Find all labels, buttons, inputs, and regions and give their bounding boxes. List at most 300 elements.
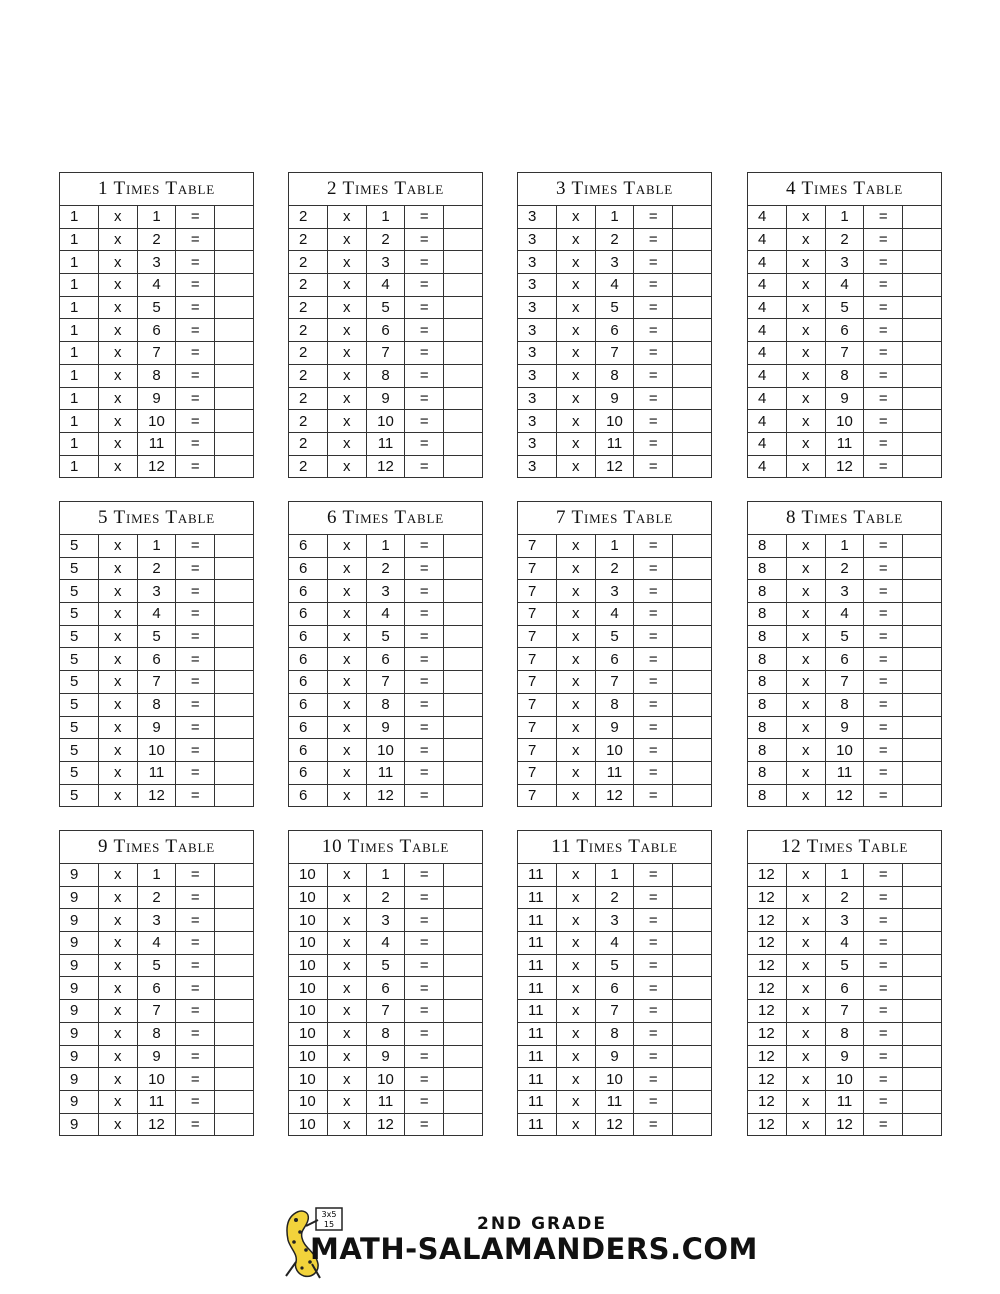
answer-cell[interactable] [673,1068,712,1091]
multiplier-cell: 9 [595,1045,634,1068]
answer-cell[interactable] [903,296,942,319]
table-row [60,716,254,739]
multiply-sign: x [327,1000,366,1023]
answer-cell[interactable] [673,251,712,274]
equals-sign: = [634,1090,673,1113]
answer-cell[interactable] [215,251,254,274]
answer-cell[interactable] [673,1022,712,1045]
answer-cell[interactable] [215,716,254,739]
multiplicand-cell: 10 [289,886,328,909]
answer-cell[interactable] [903,1022,942,1045]
answer-cell[interactable] [215,603,254,626]
multiply-sign: x [327,716,366,739]
answer-cell[interactable] [673,1090,712,1113]
answer-cell[interactable] [444,1000,483,1023]
table-row [289,909,483,932]
table-row [518,1068,712,1091]
answer-cell[interactable] [444,364,483,387]
multiplicand-cell: 10 [289,909,328,932]
equals-sign: = [634,580,673,603]
table-row [289,228,483,251]
answer-cell[interactable] [673,761,712,784]
answer-cell[interactable] [673,1113,712,1136]
answer-cell[interactable] [903,1068,942,1091]
answer-cell[interactable] [673,603,712,626]
table-row [748,977,942,1000]
answer-cell[interactable] [444,1068,483,1091]
answer-cell[interactable] [444,1090,483,1113]
answer-cell[interactable] [673,932,712,955]
equals-sign: = [864,739,903,762]
answer-cell[interactable] [215,1113,254,1136]
answer-cell[interactable] [444,671,483,694]
table-row [60,648,254,671]
answer-cell[interactable] [215,432,254,455]
table-row [748,671,942,694]
equals-sign: = [405,671,444,694]
table-title: 6 Times Table [289,502,483,535]
multiplicand-cell: 2 [289,410,328,433]
multiply-sign: x [98,761,137,784]
answer-cell[interactable] [673,977,712,1000]
equals-sign: = [634,1022,673,1045]
answer-cell[interactable] [903,432,942,455]
answer-cell[interactable] [673,387,712,410]
answer-cell[interactable] [903,909,942,932]
multiplicand-cell: 6 [289,580,328,603]
answer-cell[interactable] [673,716,712,739]
multiplicand-cell: 8 [748,671,787,694]
multiply-sign: x [98,864,137,887]
answer-cell[interactable] [903,251,942,274]
multiplicand-cell: 9 [60,1068,99,1091]
multiplicand-cell: 3 [518,228,557,251]
answer-cell[interactable] [215,535,254,558]
answer-cell[interactable] [444,909,483,932]
equals-sign: = [176,274,215,297]
multiply-sign: x [786,977,825,1000]
answer-cell[interactable] [903,206,942,229]
multiplicand-cell: 6 [289,625,328,648]
answer-cell[interactable] [215,761,254,784]
multiply-sign: x [98,1113,137,1136]
times-table [288,830,483,1136]
multiplicand-cell: 5 [60,761,99,784]
equals-sign: = [176,761,215,784]
answer-cell[interactable] [444,557,483,580]
equals-sign: = [176,410,215,433]
equals-sign: = [634,716,673,739]
equals-sign: = [176,1000,215,1023]
multiplicand-cell: 7 [518,535,557,558]
answer-cell[interactable] [444,693,483,716]
multiply-sign: x [556,251,595,274]
multiply-sign: x [327,671,366,694]
multiplicand-cell: 11 [518,932,557,955]
table-row [60,1068,254,1091]
answer-cell[interactable] [673,886,712,909]
answer-cell[interactable] [903,557,942,580]
times-table [517,172,712,478]
equals-sign: = [405,603,444,626]
answer-cell[interactable] [215,784,254,807]
multiplier-cell: 5 [825,954,864,977]
answer-cell[interactable] [903,784,942,807]
equals-sign: = [176,251,215,274]
table-row [518,251,712,274]
equals-sign: = [176,535,215,558]
multiplier-cell: 2 [825,886,864,909]
answer-cell[interactable] [215,228,254,251]
multiplier-cell: 11 [137,761,176,784]
answer-cell[interactable] [903,932,942,955]
equals-sign: = [864,716,903,739]
answer-cell[interactable] [673,1000,712,1023]
multiplier-cell: 5 [595,296,634,319]
answer-cell[interactable] [673,410,712,433]
answer-cell[interactable] [215,1045,254,1068]
answer-cell[interactable] [215,274,254,297]
answer-cell[interactable] [673,455,712,478]
multiply-sign: x [556,319,595,342]
multiplier-cell: 9 [595,387,634,410]
answer-cell[interactable] [215,455,254,478]
answer-cell[interactable] [903,648,942,671]
multiplier-cell: 12 [137,1113,176,1136]
equals-sign: = [176,648,215,671]
multiplicand-cell: 8 [748,739,787,762]
multiplier-cell: 9 [137,1045,176,1068]
multiplicand-cell: 5 [60,716,99,739]
answer-cell[interactable] [903,864,942,887]
multiply-sign: x [98,296,137,319]
equals-sign: = [405,455,444,478]
multiplicand-cell: 10 [289,1068,328,1091]
equals-sign: = [176,1045,215,1068]
multiply-sign: x [786,1113,825,1136]
answer-cell[interactable] [903,387,942,410]
answer-cell[interactable] [444,251,483,274]
multiplier-cell: 1 [137,864,176,887]
answer-cell[interactable] [903,1045,942,1068]
answer-cell[interactable] [673,557,712,580]
table-row [289,932,483,955]
multiply-sign: x [786,932,825,955]
answer-cell[interactable] [444,932,483,955]
answer-cell[interactable] [903,693,942,716]
answer-cell[interactable] [903,319,942,342]
table-row [518,387,712,410]
answer-cell[interactable] [444,1045,483,1068]
answer-cell[interactable] [444,387,483,410]
answer-cell[interactable] [215,693,254,716]
answer-cell[interactable] [673,671,712,694]
equals-sign: = [864,693,903,716]
multiply-sign: x [98,625,137,648]
answer-cell[interactable] [673,693,712,716]
answer-cell[interactable] [903,739,942,762]
answer-cell[interactable] [215,364,254,387]
answer-cell[interactable] [673,784,712,807]
multiplier-cell: 1 [595,535,634,558]
multiplicand-cell: 2 [289,251,328,274]
multiply-sign: x [327,1068,366,1091]
answer-cell[interactable] [444,864,483,887]
multiply-sign: x [786,228,825,251]
answer-cell[interactable] [673,864,712,887]
answer-cell[interactable] [673,739,712,762]
table-row [518,206,712,229]
multiplier-cell: 5 [825,296,864,319]
equals-sign: = [176,693,215,716]
multiply-sign: x [98,909,137,932]
answer-cell[interactable] [673,319,712,342]
multiplicand-cell: 1 [60,342,99,365]
table-row [748,364,942,387]
equals-sign: = [634,693,673,716]
multiply-sign: x [786,432,825,455]
multiply-sign: x [556,228,595,251]
answer-cell[interactable] [215,954,254,977]
multiply-sign: x [786,693,825,716]
answer-cell[interactable] [444,342,483,365]
answer-cell[interactable] [215,625,254,648]
answer-cell[interactable] [215,648,254,671]
multiplier-cell: 11 [137,1090,176,1113]
multiplicand-cell: 12 [748,954,787,977]
table-row [748,228,942,251]
multiplier-cell: 1 [595,864,634,887]
answer-cell[interactable] [444,761,483,784]
answer-cell[interactable] [444,1022,483,1045]
multiply-sign: x [98,932,137,955]
answer-cell[interactable] [673,625,712,648]
multiplicand-cell: 6 [289,671,328,694]
answer-cell[interactable] [903,761,942,784]
answer-cell[interactable] [215,909,254,932]
answer-cell[interactable] [903,1090,942,1113]
answer-cell[interactable] [444,319,483,342]
answer-cell[interactable] [444,455,483,478]
table-row [60,535,254,558]
answer-cell[interactable] [673,342,712,365]
answer-cell[interactable] [215,1022,254,1045]
answer-cell[interactable] [444,625,483,648]
equals-sign: = [176,932,215,955]
answer-cell[interactable] [444,716,483,739]
equals-sign: = [864,909,903,932]
answer-cell[interactable] [673,364,712,387]
multiplier-cell: 2 [366,886,405,909]
answer-cell[interactable] [444,977,483,1000]
answer-cell[interactable] [903,671,942,694]
multiply-sign: x [786,206,825,229]
multiplicand-cell: 9 [60,886,99,909]
multiply-sign: x [327,693,366,716]
answer-cell[interactable] [673,909,712,932]
answer-cell[interactable] [903,716,942,739]
times-table [59,501,254,807]
answer-cell[interactable] [215,557,254,580]
answer-cell[interactable] [903,455,942,478]
equals-sign: = [864,410,903,433]
multiplier-cell: 5 [825,625,864,648]
multiplier-cell: 5 [366,625,405,648]
multiplier-cell: 12 [366,784,405,807]
answer-cell[interactable] [903,1000,942,1023]
answer-cell[interactable] [673,1045,712,1068]
equals-sign: = [176,342,215,365]
multiplicand-cell: 3 [518,319,557,342]
answer-cell[interactable] [673,580,712,603]
table-row [748,739,942,762]
answer-cell[interactable] [444,1113,483,1136]
multiply-sign: x [98,1000,137,1023]
multiplier-cell: 2 [595,228,634,251]
multiplicand-cell: 9 [60,1045,99,1068]
answer-cell[interactable] [444,432,483,455]
table-row [518,954,712,977]
equals-sign: = [634,761,673,784]
table-row [289,625,483,648]
multiplicand-cell: 4 [748,274,787,297]
answer-cell[interactable] [215,206,254,229]
answer-cell[interactable] [444,410,483,433]
answer-cell[interactable] [673,954,712,977]
table-row [60,228,254,251]
answer-cell[interactable] [444,274,483,297]
answer-cell[interactable] [444,954,483,977]
answer-cell[interactable] [444,580,483,603]
answer-cell[interactable] [444,296,483,319]
multiplier-cell: 10 [825,410,864,433]
answer-cell[interactable] [215,580,254,603]
table-row [289,319,483,342]
multiplicand-cell: 1 [60,319,99,342]
answer-cell[interactable] [903,580,942,603]
multiplicand-cell: 11 [518,1000,557,1023]
answer-cell[interactable] [903,1113,942,1136]
multiply-sign: x [556,739,595,762]
multiplier-cell: 8 [137,1022,176,1045]
answer-cell[interactable] [903,274,942,297]
table-row [60,909,254,932]
answer-cell[interactable] [444,886,483,909]
multiplicand-cell: 3 [518,364,557,387]
answer-cell[interactable] [215,319,254,342]
multiplicand-cell: 8 [748,693,787,716]
table-row [748,342,942,365]
multiply-sign: x [327,274,366,297]
answer-cell[interactable] [444,228,483,251]
answer-cell[interactable] [444,206,483,229]
answer-cell[interactable] [903,342,942,365]
equals-sign: = [864,432,903,455]
answer-cell[interactable] [215,671,254,694]
equals-sign: = [176,864,215,887]
equals-sign: = [176,603,215,626]
answer-cell[interactable] [215,410,254,433]
answer-cell[interactable] [673,296,712,319]
answer-cell[interactable] [903,977,942,1000]
equals-sign: = [864,1000,903,1023]
table-row [60,671,254,694]
answer-cell[interactable] [444,603,483,626]
answer-cell[interactable] [215,739,254,762]
multiplier-cell: 7 [825,1000,864,1023]
equals-sign: = [864,206,903,229]
answer-cell[interactable] [673,274,712,297]
equals-sign: = [405,784,444,807]
answer-cell[interactable] [215,1090,254,1113]
equals-sign: = [176,954,215,977]
multiply-sign: x [786,716,825,739]
answer-cell[interactable] [215,1068,254,1091]
answer-cell[interactable] [215,387,254,410]
equals-sign: = [864,251,903,274]
multiply-sign: x [786,387,825,410]
multiplicand-cell: 5 [60,648,99,671]
table-row [518,761,712,784]
table-row [289,1068,483,1091]
answer-cell[interactable] [903,603,942,626]
table-row [748,1000,942,1023]
answer-cell[interactable] [903,535,942,558]
answer-cell[interactable] [215,886,254,909]
table-row [748,432,942,455]
table-row [518,319,712,342]
answer-cell[interactable] [673,206,712,229]
answer-cell[interactable] [903,886,942,909]
answer-cell[interactable] [215,932,254,955]
answer-cell[interactable] [903,625,942,648]
answer-cell[interactable] [444,739,483,762]
answer-cell[interactable] [215,864,254,887]
equals-sign: = [176,625,215,648]
equals-sign: = [634,886,673,909]
answer-cell[interactable] [673,228,712,251]
multiplicand-cell: 1 [60,296,99,319]
multiplicand-cell: 2 [289,387,328,410]
answer-cell[interactable] [215,296,254,319]
table-row [60,1022,254,1045]
multiplicand-cell: 1 [60,364,99,387]
answer-cell[interactable] [215,1000,254,1023]
answer-cell[interactable] [673,535,712,558]
answer-cell[interactable] [444,648,483,671]
answer-cell[interactable] [673,648,712,671]
answer-cell[interactable] [903,228,942,251]
answer-cell[interactable] [903,410,942,433]
answer-cell[interactable] [215,977,254,1000]
multiplier-cell: 7 [595,342,634,365]
table-row [518,716,712,739]
multiply-sign: x [98,387,137,410]
multiply-sign: x [556,671,595,694]
multiplicand-cell: 2 [289,364,328,387]
answer-cell[interactable] [903,364,942,387]
multiplicand-cell: 3 [518,251,557,274]
answer-cell[interactable] [673,432,712,455]
multiplier-cell: 3 [137,909,176,932]
multiply-sign: x [556,954,595,977]
multiplicand-cell: 10 [289,864,328,887]
answer-cell[interactable] [903,954,942,977]
table-row [748,1113,942,1136]
answer-cell[interactable] [444,535,483,558]
answer-cell[interactable] [444,784,483,807]
answer-cell[interactable] [215,342,254,365]
